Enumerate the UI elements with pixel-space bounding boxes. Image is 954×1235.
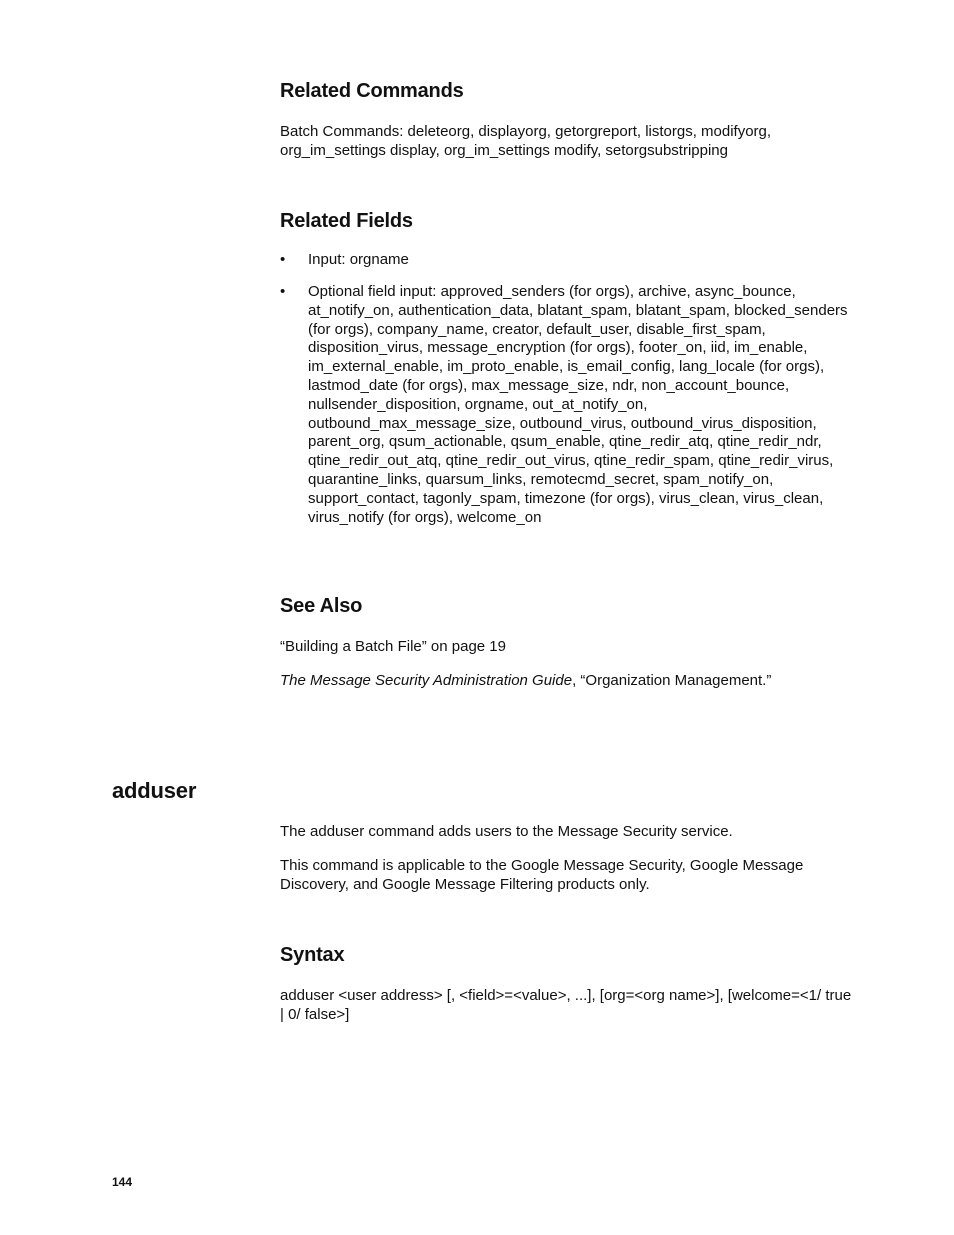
see-also-heading: See Also <box>280 595 363 617</box>
list-item <box>280 251 840 270</box>
related-fields-optional: Optional field input: approved_senders (for orgs), archive, async_bounce, at_notify_on, authentication_data, blatant_spam, blatant_spam, blocked_senders (for orgs), company_name, creator, default_user, disable_first_spam, disposition_virus, message_encryption (for orgs), footer_on, iid, im_enable, im_external_enable, im_proto_enable, is_email_config, lang_locale (for orgs), lastmod_date (for orgs), max_message_size, ndr, non_account_bounce, nullsender_disposition, orgname, out_at_notify_on, outbound_max_message_size, outbound_virus, outbound_virus_disposition, parent_org, qsum_actionable, qsum_enable, qtine_redir_atq, qtine_redir_ndr, qtine_redir_out_atq, qtine_redir_out_virus, qtine_redir_spam, qtine_redir_virus, quarantine_links, quarsum_links, remotecmd_secret, spam_notify_on, support_contact, tagonly_spam, timezone (for orgs), virus_clean, virus_clean, virus_notify (for orgs), welcome_on <box>308 283 848 526</box>
page-number: 144 <box>112 1175 133 1189</box>
see-also-guide <box>280 671 850 690</box>
related-fields-heading: Related Fields <box>280 210 413 232</box>
guide-title: The Message Security Administration Guide <box>280 672 573 689</box>
adduser-applicability: This command is applicable to the Google Message Security, Google Message Discovery, and Google Message Filtering products only. <box>280 857 804 893</box>
adduser-heading: adduser <box>112 778 197 803</box>
list-item <box>280 283 848 527</box>
see-also-link[interactable] <box>280 637 850 656</box>
related-commands-heading: Related Commands <box>280 80 464 102</box>
adduser-description: The adduser command adds users to the Message Security service. <box>280 823 733 840</box>
syntax-text: adduser <user address> [, <field>=<value>, ...], [org=<org name>], [welcome=<1/ true | 0/ false>] <box>280 987 852 1023</box>
bullet-icon: • <box>280 283 286 300</box>
related-commands-text: Batch Commands: deleteorg, displayorg, getorgreport, listorgs, modifyorg, org_im_settings display, org_im_settings modify, setorgsubstripping <box>280 123 772 159</box>
see-also-link-text[interactable]: “Building a Batch File” on page 19 <box>280 638 506 655</box>
bullet-icon: • <box>280 251 286 268</box>
related-fields-input: Input: orgname <box>308 251 409 268</box>
guide-suffix: , “Organization Management.” <box>572 672 772 689</box>
syntax-heading: Syntax <box>280 944 345 966</box>
